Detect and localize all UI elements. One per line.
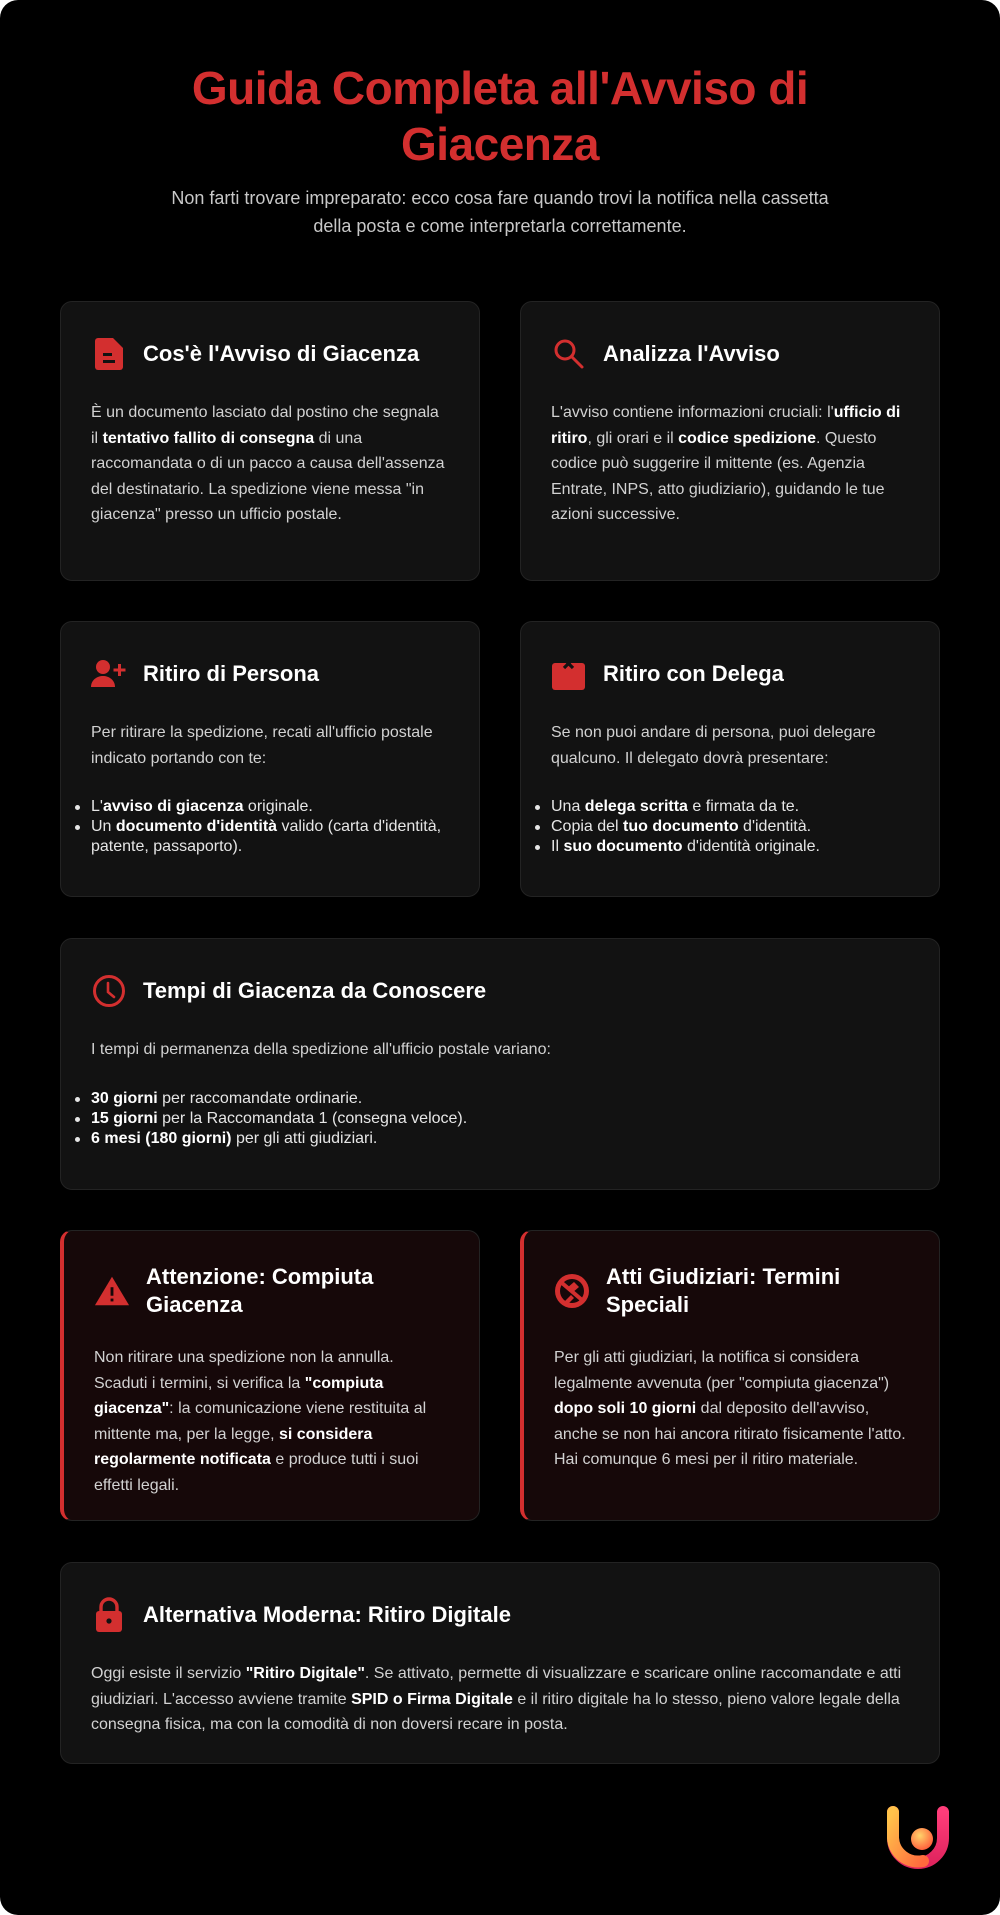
emphasis-text: "Ritiro Digitale" bbox=[245, 1665, 365, 1682]
times-list bbox=[79, 1089, 909, 1149]
card-intro: I tempi di permanenza della spedizione all'ufficio postale variano: bbox=[91, 1041, 551, 1058]
body-text: e produce tutti i suoi effetti legali. bbox=[94, 1451, 419, 1494]
list-item bbox=[551, 837, 909, 857]
emphasis-text: si considera regolarmente notificata bbox=[94, 1425, 373, 1469]
body-text: e il ritiro digitale ha lo stesso, pieno valore legale della consegna fisica, ma con la comodità di non doversi recare in posta. bbox=[91, 1690, 900, 1734]
card-cos-e bbox=[60, 301, 480, 581]
card-title: Tempi di Giacenza da Conoscere bbox=[143, 978, 487, 1003]
body-text: Per gli atti giudiziari, la notifica si considera legalmente avvenuta (per "compiuta giacenza") bbox=[554, 1349, 890, 1392]
body-text: d'identità. bbox=[738, 818, 812, 836]
body-text: e firmata da te. bbox=[687, 798, 800, 816]
body-text: Una bbox=[551, 798, 585, 816]
body-text: : la comunicazione viene restituita al mittente ma, per la legge, bbox=[94, 1400, 427, 1443]
emphasis-text: dopo soli 10 giorni bbox=[554, 1400, 697, 1418]
emphasis-text: ufficio di ritiro bbox=[551, 404, 901, 447]
card-ritiro-delega bbox=[520, 621, 940, 897]
body-text: valido (carta d'identità, patente, passaporto). bbox=[91, 818, 442, 856]
emphasis-text: "compiuta giacenza" bbox=[94, 1374, 384, 1418]
card-paragraph bbox=[551, 400, 909, 528]
emphasis-text: 30 giorni bbox=[91, 1089, 158, 1107]
document-icon bbox=[91, 336, 127, 372]
body-text: , gli orari e il bbox=[587, 429, 679, 447]
card-body bbox=[551, 720, 909, 857]
body-text: È un documento lasciato dal postino che segnala il bbox=[91, 404, 439, 447]
list-item bbox=[91, 817, 449, 857]
emphasis-text: 6 mesi (180 giorni) bbox=[91, 1129, 232, 1147]
emphasis-text: suo documento bbox=[563, 838, 683, 856]
emphasis-text: documento d'identità bbox=[115, 818, 278, 836]
header bbox=[0, 0, 1000, 240]
card-body bbox=[91, 720, 449, 857]
brand-logo bbox=[880, 1800, 960, 1880]
lock-icon bbox=[91, 1597, 127, 1633]
card-title: Ritiro con Delega bbox=[603, 661, 784, 686]
requirements-list bbox=[79, 797, 449, 857]
card-body bbox=[91, 1661, 909, 1738]
body-text: originale. bbox=[243, 798, 313, 816]
card-intro: Per ritirare la spedizione, recati all'ufficio postale indicato portando con te: bbox=[91, 724, 433, 767]
search-icon bbox=[551, 336, 587, 372]
card-tempi bbox=[60, 938, 940, 1190]
card-title: Cos'è l'Avviso di Giacenza bbox=[143, 341, 420, 366]
list-item bbox=[91, 1089, 909, 1109]
card-ritiro-persona bbox=[60, 621, 480, 897]
body-text: Un bbox=[91, 818, 116, 836]
body-text: per gli atti giudiziari. bbox=[231, 1129, 378, 1147]
body-text: di una raccomandata o di un pacco a causa dell'assenza del destinatario. La spedizione viene messa "in giacenza" presso un ufficio postale. bbox=[91, 429, 445, 524]
body-text: . Se attivato, permette di visualizzare e scaricare online raccomandate e atti giudiziari. L'accesso avviene tramite bbox=[91, 1665, 902, 1708]
body-text: per la Raccomandata 1 (consegna veloce). bbox=[157, 1109, 468, 1127]
card-paragraph bbox=[554, 1345, 909, 1473]
emphasis-text: 15 giorni bbox=[91, 1109, 158, 1127]
list-item bbox=[551, 817, 909, 837]
card-title: Attenzione: Compiuta Giacenza bbox=[146, 1264, 374, 1317]
list-item bbox=[91, 797, 449, 817]
card-title: Alternativa Moderna: Ritiro Digitale bbox=[143, 1602, 511, 1627]
person-add-icon bbox=[91, 656, 127, 692]
emphasis-text: avviso di giacenza bbox=[102, 798, 244, 816]
emphasis-text: SPID o Firma Digitale bbox=[351, 1690, 513, 1708]
clock-icon bbox=[91, 973, 127, 1009]
emphasis-text: delega scritta bbox=[584, 798, 688, 816]
body-text: per raccomandate ordinarie. bbox=[157, 1089, 363, 1107]
list-item bbox=[91, 1129, 909, 1149]
warning-icon bbox=[94, 1273, 130, 1309]
card-ritiro-digitale bbox=[60, 1562, 940, 1764]
card-intro: Se non puoi andare di persona, puoi delegare qualcuno. Il delegato dovrà presentare: bbox=[551, 724, 876, 767]
page-subtitle: Non farti trovare impreparato: ecco cosa fare quando trovi la notifica nella cassetta della posta e come interpretarla correttamente. bbox=[171, 188, 829, 236]
emphasis-text: codice spedizione bbox=[678, 429, 816, 447]
card-compiuta-giacenza bbox=[60, 1230, 480, 1521]
card-body bbox=[91, 400, 449, 528]
body-text: Oggi esiste il servizio bbox=[91, 1665, 246, 1682]
card-body bbox=[91, 1037, 909, 1149]
gavel-icon bbox=[554, 1273, 590, 1309]
body-text: Il bbox=[551, 838, 564, 856]
card-paragraph bbox=[91, 1661, 909, 1738]
card-atti-giudiziari bbox=[520, 1230, 940, 1521]
body-text: L'avviso contiene informazioni cruciali: l' bbox=[551, 404, 834, 421]
body-text: dal deposito dell'avviso, anche se non hai ancora ritirato fisicamente l'atto. Hai comunque 6 mesi per il ritiro materiale. bbox=[554, 1400, 906, 1469]
body-text: Copia del bbox=[551, 818, 624, 836]
list-item bbox=[551, 797, 909, 817]
body-text: Non ritirare una spedizione non la annulla. Scaduti i termini, si verifica la bbox=[94, 1349, 394, 1392]
emphasis-text: tuo documento bbox=[623, 818, 739, 836]
delegate-case-icon bbox=[551, 656, 587, 692]
card-body bbox=[94, 1345, 449, 1499]
page-title: Guida Completa all'Avviso di Giacenza bbox=[191, 62, 809, 170]
card-paragraph bbox=[91, 400, 449, 528]
card-title: Analizza l'Avviso bbox=[603, 341, 780, 366]
body-text: . Questo codice può suggerire il mittente (es. Agenzia Entrate, INPS, atto giudiziario), guidando le tue azioni successive. bbox=[551, 429, 885, 524]
list-item bbox=[91, 1109, 909, 1129]
card-analizza bbox=[520, 301, 940, 581]
card-body bbox=[551, 400, 909, 528]
body-text: d'identità originale. bbox=[682, 838, 820, 856]
card-title: Ritiro di Persona bbox=[143, 661, 320, 686]
body-text: L' bbox=[91, 798, 103, 816]
card-body bbox=[554, 1345, 909, 1473]
card-title: Atti Giudiziari: Termini Speciali bbox=[606, 1264, 841, 1317]
requirements-list bbox=[539, 797, 909, 857]
card-paragraph bbox=[94, 1345, 449, 1499]
emphasis-text: tentativo fallito di consegna bbox=[102, 429, 315, 447]
